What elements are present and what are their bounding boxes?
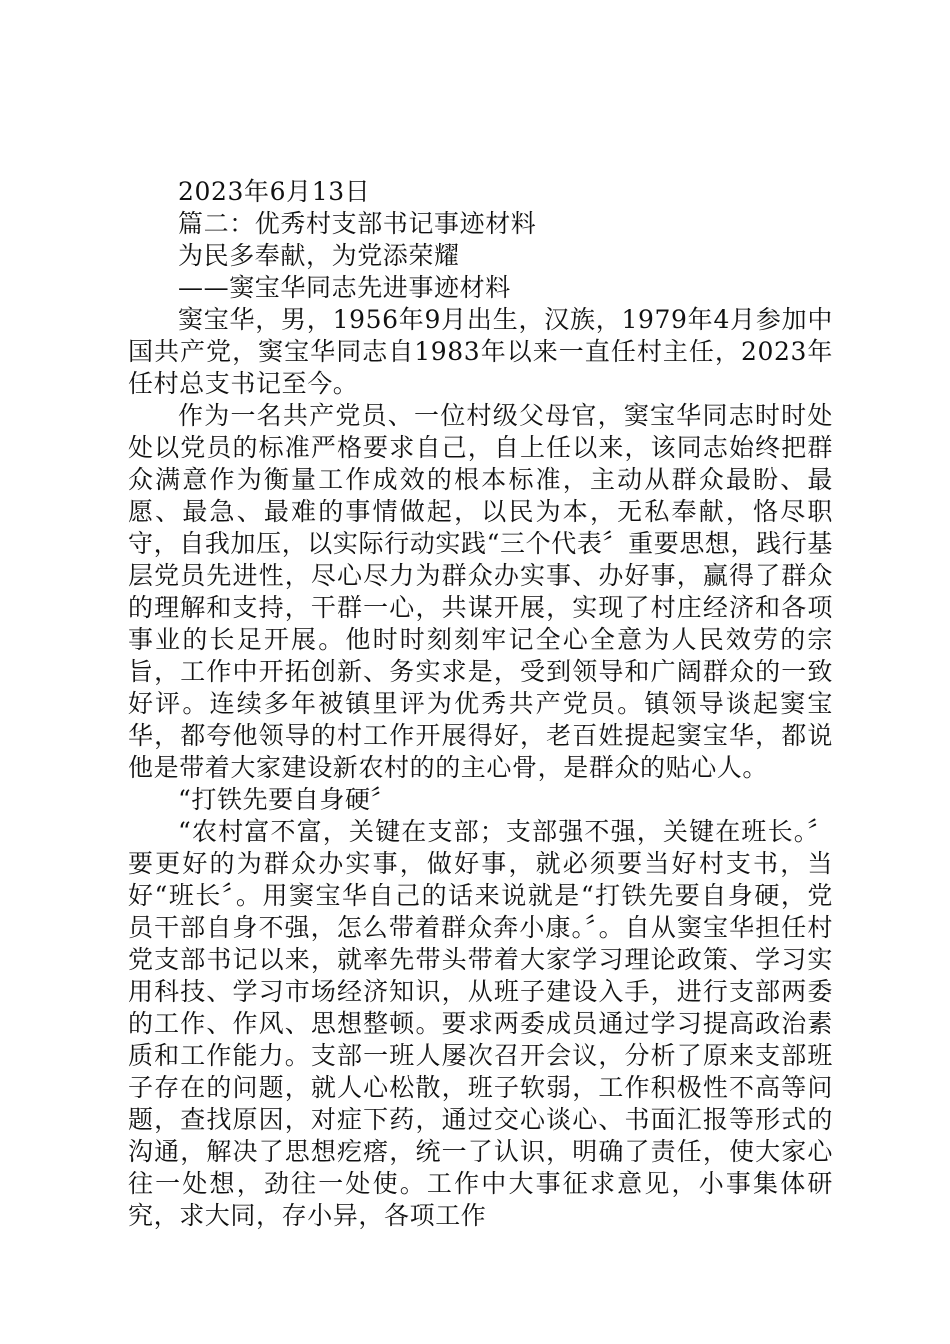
paragraph-leadership: “农村富不富，关键在支部；支部强不强，关键在班长。〞要更好的为群众办实事，做好事，就必须要当好村支书，当好“班长〞。用窦宝华自己的话来说就是“打铁先要自身硬，党员干部自身不强，怎么带着群众奔小康。〞。自从窦宝华担任村党支部书记以来，就率先带头带着大家学习理论政策、学习实用科技、学习市场经济知识，从班子建设入手，进行支部两委的工作、作风、思想整顿。要求两委成员通过学习提高政治素质和工作能力。支部一班人屡次召开会议，分析了原来支部班子存在的问题，就人心松散，班子软弱，工作积极性不高等问题，查找原因，对症下药，通过交心谈心、书面汇报等形式的沟通，解决了思想疙瘩，统一了认识，明确了责任，使大家心往一处想，劲往一处使。工作中大事征求意见，小事集体研究，求大同，存小异，各项工作: [128, 817, 833, 1230]
document-body: [128, 176, 833, 1232]
headline: 为民多奉献，为党添荣耀: [178, 241, 460, 270]
subheadline: ——窦宝华同志先进事迹材料: [178, 273, 511, 302]
section-title: 篇二：优秀村支部书记事迹材料: [178, 209, 537, 238]
paragraph-biography: 窦宝华，男，1956年9月出生，汉族，1979年4月参加中国共产党，窦宝华同志自1983年以来一直任村主任，2023年任村总支书记至今。: [128, 305, 833, 398]
subsection-title: “打铁先要自身硬〞: [178, 785, 397, 814]
document-date: 2023年6月13日: [178, 177, 371, 206]
paragraph-achievements: 作为一名共产党员、一位村级父母官，窦宝华同志时时处处以党员的标准严格要求自己，自上任以来，该同志始终把群众满意作为衡量工作成效的根本标准，主动从群众最盼、最愿、最急、最难的事情做起，以民为本，无私奉献，恪尽职守，自我加压，以实际行动实践“三个代表〞重要思想，践行基层党员先进性，尽心尽力为群众办实事、办好事，赢得了群众的理解和支持，干群一心，共谋开展，实现了村庄经济和各项事业的长足开展。他时时刻刻牢记全心全意为人民效劳的宗旨，工作中开拓创新、务实求是，受到领导和广阔群众的一致好评。连续多年被镇里评为优秀共产党员。镇领导谈起窦宝华，都夸他领导的村工作开展得好，老百姓提起窦宝华，都说他是带着大家建设新农村的的主心骨，是群众的贴心人。: [128, 401, 833, 782]
